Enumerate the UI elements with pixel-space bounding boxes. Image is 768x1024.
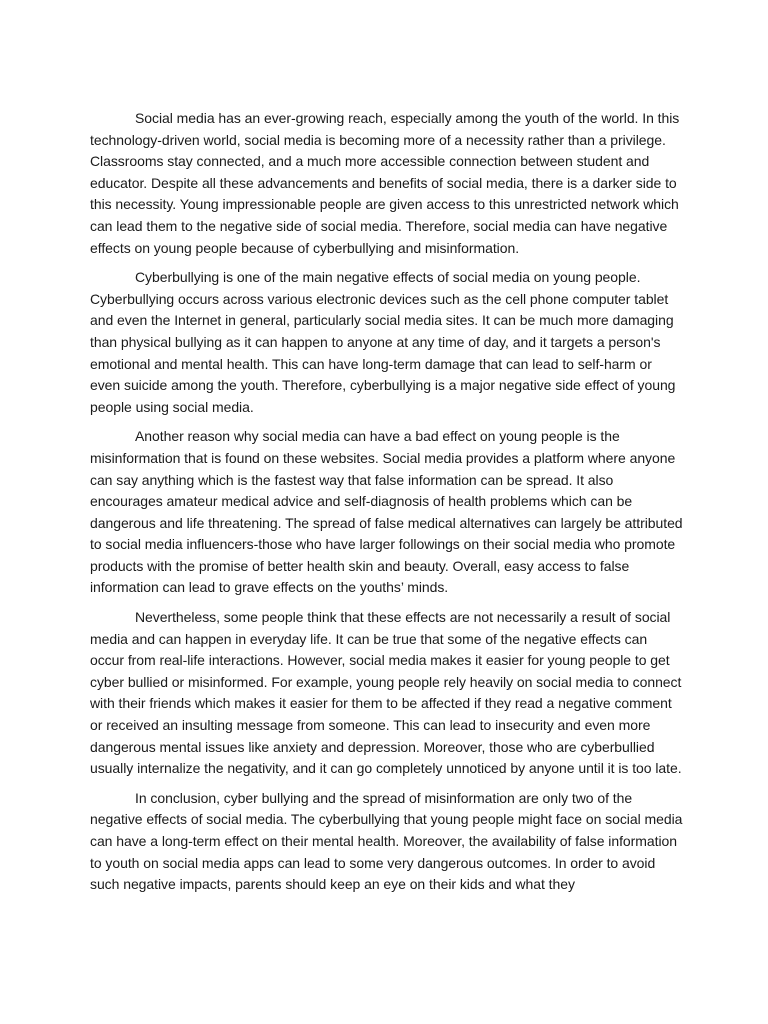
paragraph-conclusion: In conclusion, cyber bullying and the spread of misinformation are only two of the negative effects of social media. The cyberbullying that young people might face on social media can have a long-term effect on their mental health. Moreover, the availability of false information to youth on social media apps can lead to some very dangerous outcomes. In order to avoid such negative impacts, parents should keep an eye on their kids and what they: [90, 789, 683, 893]
paragraph-introduction: Social media has an ever-growing reach, especially among the youth of the world. In this technology-driven world, social media is becoming more of a necessity rather than a privilege. Classrooms stay connected, and a much more accessible connection between student and educator. Despite all these advancements and benefits of social media, there is a darker side to this necessity. Young impressionable people are given access to this unrestricted network which can lead them to the negative side of social media. Therefore, social media can have negative effects on young people because of cyberbullying and misinformation.: [90, 110, 680, 256]
paragraph-misinformation: Another reason why social media can have a bad effect on young people is the misinformation that is found on these websites. Social media provides a platform where anyone can say anything which is the fastest way that false information can be spread. It also encourages amateur medical advice and self-diagnosis of health problems which can be dangerous and life threatening. The spread of false medical alternatives can largely be attributed to social media influencers-those who have larger followings on their social media who promote products with the promise of better health skin and beauty. Overall, easy access to false information can lead to grave effects on the youths’ minds.: [90, 428, 683, 596]
paragraph-counterargument: Nevertheless, some people think that these effects are not necessarily a result of social media and can happen in everyday life. It can be true that some of the negative effects can occur from real-life interactions. However, social media makes it easier for young people to get cyber bullied or misinformed. For example, young people rely heavily on social media to connect with their friends which makes it easier for them to be affected if they read a negative comment or received an insulting message from someone. This can lead to insecurity and even more dangerous mental issues like anxiety and depression. Moreover, those who are cyberbullied usually internalize the negativity, and it can go completely unnoticed by anyone until it is too late.: [90, 609, 682, 777]
paragraph-cyberbullying: Cyberbullying is one of the main negative effects of social media on young people. Cyberbullying occurs across various electronic devices such as the cell phone computer tablet and even the Internet in general, particularly social media sites. It can be much more damaging than physical bullying as it can happen to anyone at any time of day, and it targets a person's emotional and mental health. This can have long-term damage that can lead to self-harm or even suicide among the youth. Therefore, cyberbullying is a major negative side effect of young people using social media.: [90, 269, 676, 415]
document-page: [90, 108, 684, 904]
